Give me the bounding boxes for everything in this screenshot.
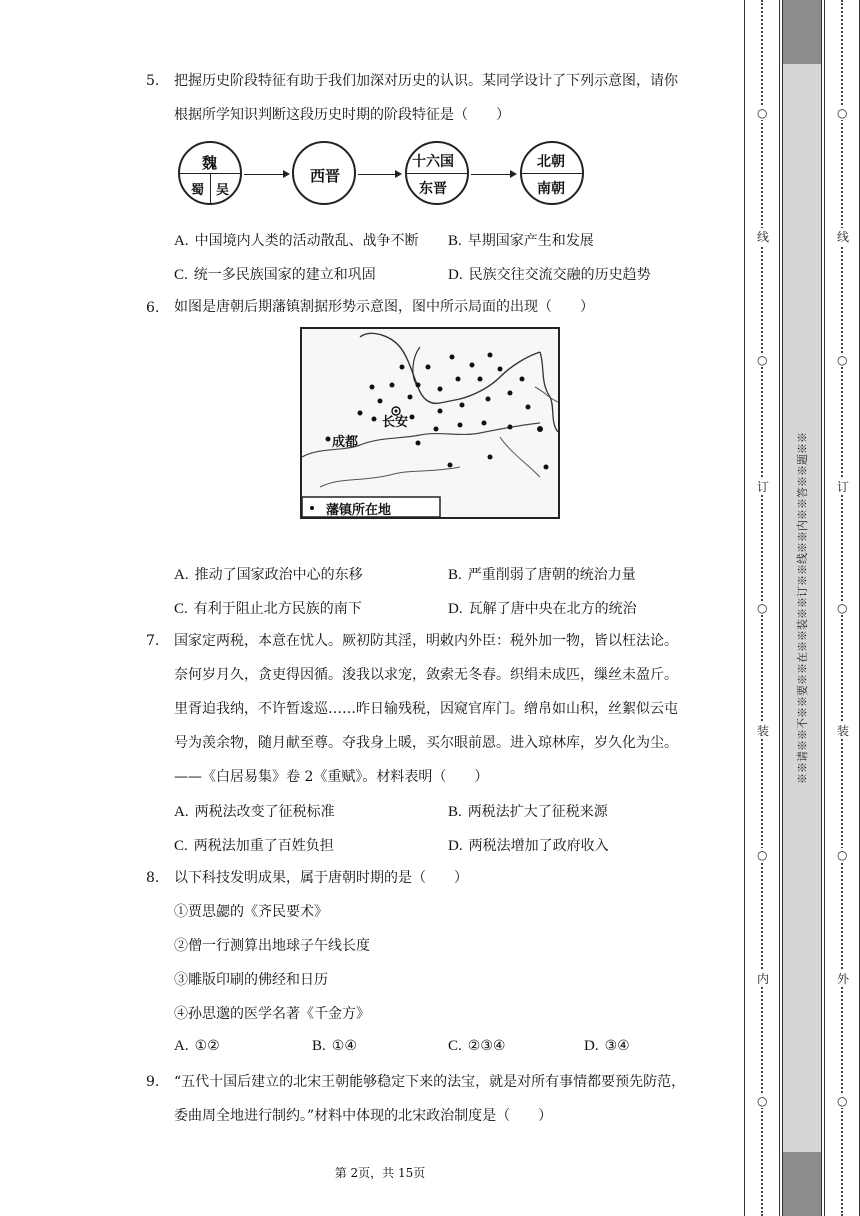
q8-stem: 以下科技发明成果，属于唐朝时期的是（ ）: [174, 870, 468, 886]
q6-number: 6.: [146, 300, 160, 316]
q9-stem-line1: “五代十国后建立的北宋王朝能够稳定下来的法宝，就是对所有事情都要预先防范，: [174, 1074, 686, 1090]
outer-circle-1: ○: [837, 106, 848, 120]
q7-option-d[interactable]: D. 两税法增加了政府收入: [448, 838, 609, 854]
circle-16kingdoms-dongjin: [405, 141, 469, 205]
label-dongjin: 东晋: [419, 181, 447, 197]
outer-char-wai: 外: [837, 972, 850, 986]
q8-option-d[interactable]: D. ③④: [584, 1038, 630, 1054]
q7-option-c[interactable]: C. 两税法加重了百姓负担: [174, 838, 334, 854]
q5-option-a-text: 中国境内人类的活动散乱、战争不断: [194, 233, 419, 249]
q6-option-c-text: 有利于阻止北方民族的南下: [193, 601, 362, 617]
arrow-1: [244, 174, 288, 175]
label-beichao: 北朝: [537, 154, 565, 170]
arrow-3: [471, 174, 515, 175]
q7-line-4: 号为羡余物，随月献至尊。夺我身上暖，买尔眼前恩。进入琼林库，岁久化为尘。: [174, 735, 678, 751]
q7-line-3: 里胥迫我纳，不许暂逡巡……昨日输残税，因窥官库门。缯帛如山积，丝絮似云屯: [174, 701, 678, 717]
q5-stem-line1: 把握历史阶段特征有助于我们加深对历史的认识。某同学设计了下列示意图，请你: [174, 73, 678, 89]
label-xijin: 西晋: [310, 167, 341, 185]
circle-wei-shu-wu: [178, 141, 242, 205]
label-16kingdoms: 十六国: [412, 154, 454, 170]
label-nanchao: 南朝: [537, 181, 565, 197]
q6-stem-line1: 如图是唐朝后期藩镇割据形势示意图，图中所示局面的出现（ ）: [174, 299, 594, 315]
q6-option-d[interactable]: D. 瓦解了唐中央在北方的统治: [448, 601, 637, 617]
outer-char-ding: 订: [837, 480, 850, 494]
map-graphic: [300, 327, 560, 519]
q7-option-d-text: 两税法增加了政府收入: [468, 838, 609, 854]
q8-item-2: ②僧一行测算出地球子午线长度: [174, 938, 370, 954]
outer-circle-2: ○: [837, 353, 848, 367]
q7-option-a[interactable]: A. 两税法改变了征税标准: [174, 804, 335, 820]
q7-option-b-text: 两税法扩大了征税来源: [467, 804, 608, 820]
warning-text: ※※请※※不※※要※※在※※装※※订※※线※※内※※答※※题※※: [796, 432, 809, 784]
q8-item-1: ①贾思勰的《齐民要术》: [174, 904, 328, 920]
page-footer: 第 2页，共 15页: [334, 1166, 426, 1180]
circle-beichao-nanchao: [520, 141, 584, 205]
q5-option-a[interactable]: A. 中国境内人类的活动散乱、战争不断: [174, 233, 419, 249]
map-label-chengdu: 成都: [332, 435, 359, 450]
arrow-2: [358, 174, 400, 175]
inner-char-ding: 订: [757, 480, 770, 494]
q5-option-b[interactable]: B. 早期国家产生和发展: [448, 233, 594, 249]
q7-option-a-text: 两税法改变了征税标准: [194, 804, 335, 820]
outer-char-xian: 线: [837, 230, 850, 244]
q9-number: 9.: [146, 1074, 160, 1090]
inner-char-xian: 线: [757, 230, 770, 244]
q5-option-c[interactable]: C. 统一多民族国家的建立和巩固: [174, 267, 376, 283]
inner-char-zhuang: 装: [757, 724, 770, 738]
q7-option-b[interactable]: B. 两税法扩大了征税来源: [448, 804, 608, 820]
inner-circle-1: ○: [757, 106, 768, 120]
label-wei: 魏: [202, 154, 218, 172]
q5-stem-line2: 根据所学知识判断这段历史时期的阶段特征是（ ）: [174, 107, 510, 123]
circle-xijin: [292, 141, 356, 205]
q7-line-2: 奈何岁月久，贪吏得因循。浚我以求宠，敛索无冬春。织绢未成匹，缫丝未盈斤。: [174, 667, 678, 683]
inner-char-nei: 内: [757, 972, 770, 986]
map-label-changan: 长安: [382, 415, 409, 430]
q6-option-a[interactable]: A. 推动了国家政治中心的东移: [174, 567, 363, 583]
q5-option-c-text: 统一多民族国家的建立和巩固: [193, 267, 376, 283]
q8-option-b-text: ①④: [331, 1038, 357, 1054]
q8-option-b[interactable]: B. ①④: [312, 1038, 357, 1054]
q8-item-4: ④孙思邈的医学名著《千金方》: [174, 1006, 370, 1022]
inner-circle-4: ○: [757, 848, 768, 862]
q5-option-b-text: 早期国家产生和发展: [467, 233, 594, 249]
q6-option-d-text: 瓦解了唐中央在北方的统治: [468, 601, 637, 617]
q7-line-5: ——《白居易集》卷 2《重赋》。材料表明（ ）: [174, 769, 489, 785]
outer-circle-4: ○: [837, 848, 848, 862]
q6-option-b-text: 严重削弱了唐朝的统治力量: [467, 567, 636, 583]
inner-circle-5: ○: [757, 1094, 768, 1108]
outer-circle-5: ○: [837, 1094, 848, 1108]
q8-option-a[interactable]: A. ①②: [174, 1038, 220, 1054]
q7-option-c-text: 两税法加重了百姓负担: [193, 838, 334, 854]
q6-option-b[interactable]: B. 严重削弱了唐朝的统治力量: [448, 567, 636, 583]
q8-item-3: ③雕版印刷的佛经和日历: [174, 972, 328, 988]
q8-option-a-text: ①②: [194, 1038, 220, 1054]
q8-option-d-text: ③④: [604, 1038, 630, 1054]
q5-number: 5.: [146, 73, 160, 89]
q6-option-a-text: 推动了国家政治中心的东移: [194, 567, 363, 583]
q7-line-1: 国家定两税，本意在忧人。厥初防其淫，明敕内外臣：税外加一物，皆以枉法论。: [174, 633, 678, 649]
fanzhen-map: [300, 327, 560, 519]
q9-stem-line2: 委曲周全地进行制约。”材料中体现的北宋政治制度是（ ）: [174, 1108, 553, 1124]
q8-number: 8.: [146, 870, 160, 886]
q8-option-c[interactable]: C. ②③④: [448, 1038, 506, 1054]
q5-option-d[interactable]: D. 民族交往交流交融的历史趋势: [448, 267, 651, 283]
label-shu: 蜀: [191, 183, 205, 198]
outer-circle-3: ○: [837, 601, 848, 615]
q7-number: 7.: [146, 633, 160, 649]
inner-circle-3: ○: [757, 601, 768, 615]
map-legend-label: 藩镇所在地: [326, 503, 392, 518]
label-wu: 吴: [216, 183, 230, 198]
q5-option-d-text: 民族交往交流交融的历史趋势: [468, 267, 651, 283]
q8-option-c-text: ②③④: [467, 1038, 506, 1054]
q6-option-c[interactable]: C. 有利于阻止北方民族的南下: [174, 601, 362, 617]
inner-circle-2: ○: [757, 353, 768, 367]
outer-char-zhuang: 装: [837, 724, 850, 738]
